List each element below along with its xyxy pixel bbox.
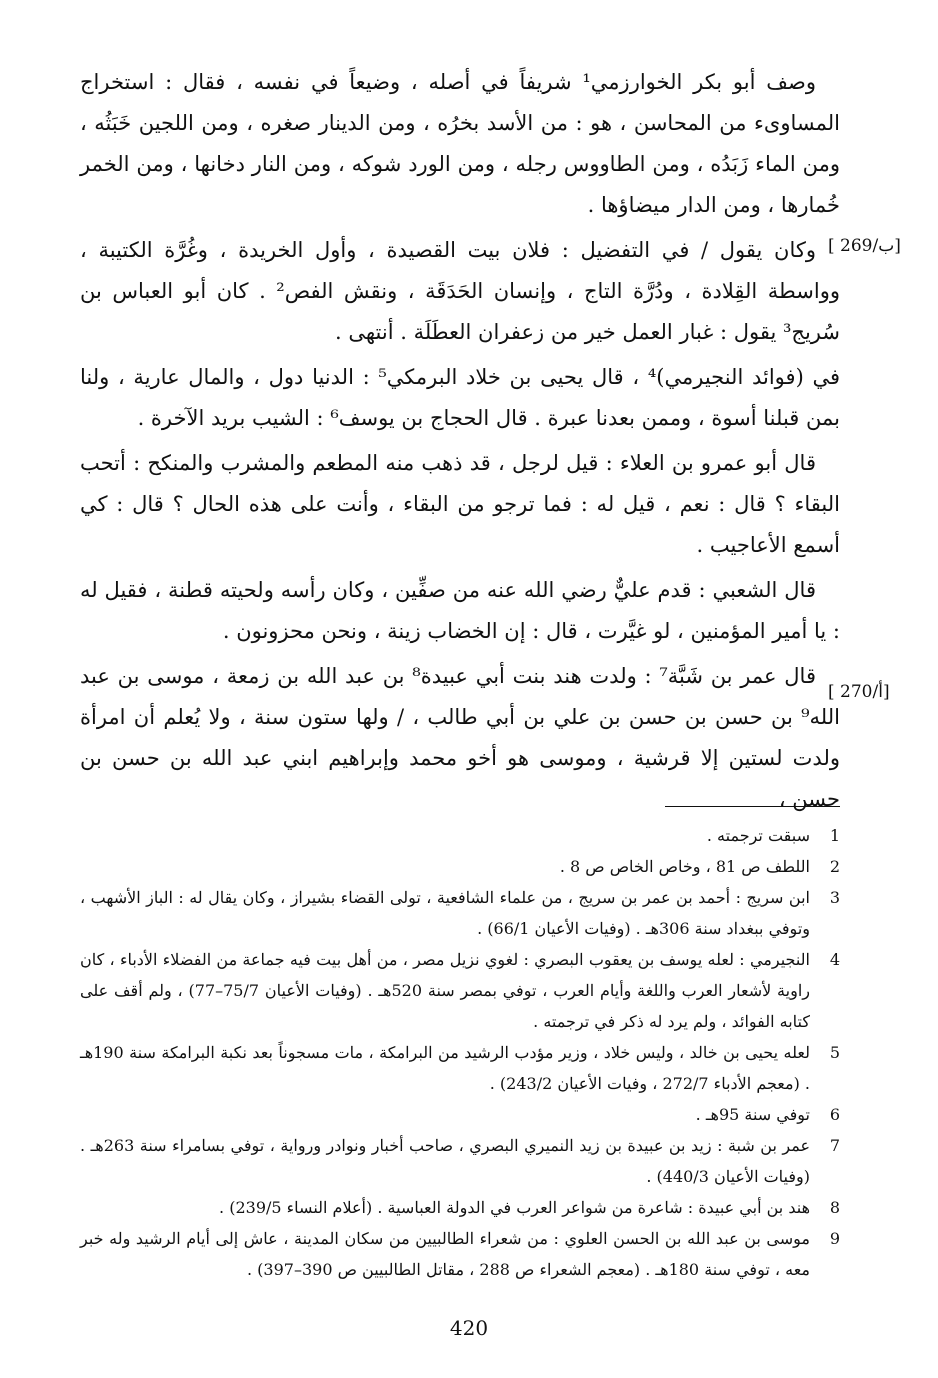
marginal-folio-note: [ 269/ب] xyxy=(828,236,901,256)
footnote-text: لعله يحيى بن خالد ، وليس خلاد ، وزير مؤدب الرشيد من البرامكة ، مات مسجوناً بعد نكبة البرامكة سنة 190هـ . (معجم الأدباء 272/7 ، وفيات الأعيان 243/2) . xyxy=(80,1043,810,1093)
footnote-text: توفي سنة 95هـ . xyxy=(695,1105,810,1124)
footnote xyxy=(80,1099,840,1130)
footnote xyxy=(80,944,840,1037)
footnote-number: 8 xyxy=(829,1198,840,1217)
footnote-text: اللطف ص 81 ، وخاص الخاص ص 8 . xyxy=(559,857,810,876)
footnote xyxy=(80,882,840,944)
paragraph: قال أبو عمرو بن العلاء : قيل لرجل ، قد ذهب منه المطعم والمشرب والمنكح : أتحب البقاء ؟ قال : نعم ، قيل له : فما ترجو من البقاء ، وأنت على هذه الحال ؟ قال : كي أسمع الأعاجيب . xyxy=(80,451,840,557)
footnote-text: هند بن أبي عبيدة : شاعرة من شواعر العرب في الدولة العباسية . (أعلام النساء 239/5) . xyxy=(219,1198,810,1217)
paragraph: في (فوائد النجيرمي)⁴ ، قال يحيى بن خلاد البرمكي⁵ : الدنيا دول ، والمال عارية ، ولنا بمن قبلنا أسوة ، وممن بعدنا عبرة . قال الحجاج بن يوسف⁶ : الشيب بريد الآخرة . xyxy=(80,365,840,430)
main-text xyxy=(80,62,840,824)
footnote-number: 2 xyxy=(829,857,840,876)
footnote-number: 6 xyxy=(829,1105,840,1124)
footnote xyxy=(80,1223,840,1285)
footnote-text: موسى بن عبد الله بن الحسن العلوي : من شعراء الطالبيين من سكان المدينة ، عاش إلى أيام الرشيد وله خبر معه ، توفي سنة 180هـ . (معجم الشعراء ص 288 ، مقاتل الطالبيين ص 390–397) . xyxy=(80,1229,810,1279)
footnote-number: 4 xyxy=(829,950,840,969)
marginal-folio-note: [ 270/أ] xyxy=(828,682,890,702)
paragraph: وصف أبو بكر الخوارزمي¹ شريفاً في أصله ، وضيعاً في نفسه ، فقال : استخراج المساوىء من المحاسن ، هو : من الأسد بخرُه ، ومن الدينار صغره ، ومن اللجين خَبَثُه ، ومن الماء زَبَدُه ، ومن الطاووس رجله ، ومن الورد شوكه ، ومن النار دخانها ، ومن الخمر خُمارها ، ومن الدار ميضاؤها . xyxy=(80,70,840,217)
footnote xyxy=(80,851,840,882)
footnote-text: سبقت ترجمته . xyxy=(706,826,810,845)
footnote-number: 1 xyxy=(829,826,840,845)
footnote-number: 9 xyxy=(829,1229,840,1248)
paragraph: قال عمر بن شَبَّة⁷ : ولدت هند بنت أبي عبيدة⁸ بن عبد الله بن زمعة ، موسى بن عبد الله⁹ بن حسن بن حسن بن علي بن أبي طالب ، / ولها ستون سنة ، ولا يُعلم أن امرأة ولدت لستين إلا قرشية ، وموسى هو أخو محمد وإبراهيم ابني عبد الله بن حسن بن حسن ، xyxy=(80,664,840,811)
footnote xyxy=(80,1130,840,1192)
footnote-separator xyxy=(665,806,840,807)
paragraph: قال الشعبي : قدم عليٌّ رضي الله عنه من صفِّين ، وكان رأسه ولحيته قطنة ، فقيل له : يا أمير المؤمنين ، لو غيَّرت ، قال : إن الخضاب زينة ، ونحن محزونون . xyxy=(80,578,840,643)
footnote-text: ابن سريج : أحمد بن عمر بن سريج ، من علماء الشافعية ، تولى القضاء بشيراز ، وكان يقال له : الباز الأشهب ، وتوفي ببغداد سنة 306هـ . (وفيات الأعيان 66/1) . xyxy=(80,888,810,938)
paragraph: وكان يقول / في التفضيل : فلان بيت القصيدة ، وأول الخريدة ، وغُرَّة الكتيبة ، وواسطة القِلادة ، ودُرَّة التاج ، وإنسان الحَدَقَة ، ونقش الفص² . كان أبو العباس بن سُريج³ يقول : غبار العمل خير من زعفران العطَلَة . أنتهى . xyxy=(80,238,840,344)
footnote xyxy=(80,1037,840,1099)
footnote-number: 3 xyxy=(829,888,840,907)
footnote xyxy=(80,820,840,851)
footnote-text: عمر بن شبة : زيد بن عبيدة بن زيد النميري البصري ، صاحب أخبار ونوادر ورواية ، توفي بسامراء سنة 263هـ . (وفيات الأعيان 440/3) . xyxy=(80,1136,811,1186)
footnote xyxy=(80,1192,840,1223)
footnote-number: 5 xyxy=(829,1043,840,1062)
footnote-number: 7 xyxy=(829,1136,840,1155)
footnotes xyxy=(80,820,840,1285)
footnote-text: النجيرمي : لعله يوسف بن يعقوب البصري : لغوي نزيل مصر ، من أهل بيت فيه جماعة من الفضلاء الأدباء ، كان راوية لأشعار العرب واللغة وأيام العرب ، توفي بمصر سنة 520هـ . (وفيات الأعيان 75/7–77) ، ولم أقف على كتابه الفوائد ، ولم يرد له ذكر في ترجمته . xyxy=(80,950,810,1031)
page-number: 420 xyxy=(449,1316,489,1340)
